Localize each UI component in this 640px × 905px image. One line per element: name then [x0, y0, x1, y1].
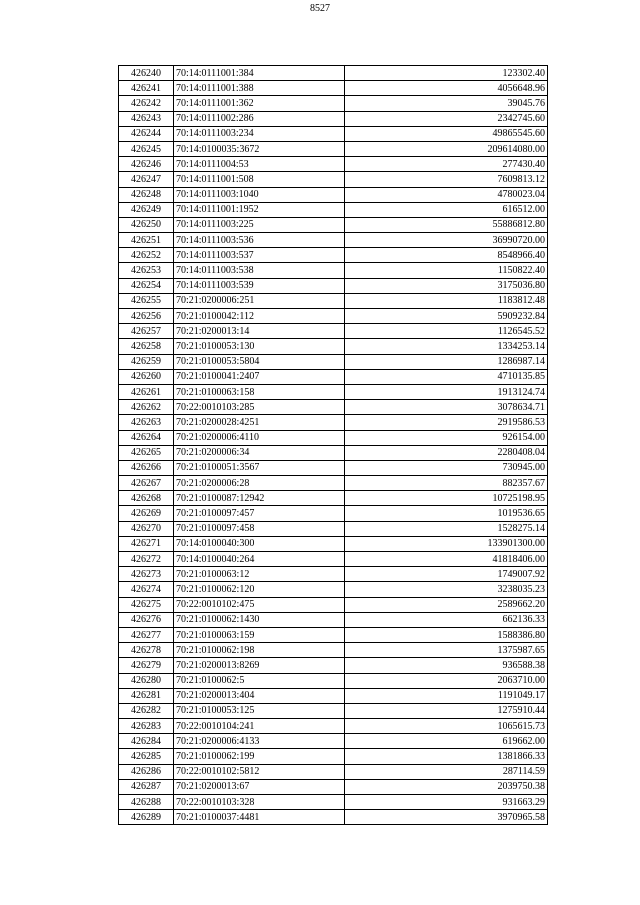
row-number-cell: 426244 — [119, 126, 174, 141]
table-row — [119, 96, 548, 111]
cadastral-value-cell: 1183812.48 — [345, 293, 548, 308]
table-row — [119, 612, 548, 627]
cadastral-number-cell: 70:22:0010102:475 — [174, 597, 345, 612]
table-row — [119, 734, 548, 749]
row-number-cell: 426253 — [119, 263, 174, 278]
row-number-cell: 426271 — [119, 536, 174, 551]
cadastral-value-cell: 926154.00 — [345, 430, 548, 445]
row-number-cell: 426281 — [119, 688, 174, 703]
cadastral-number-cell: 70:21:0100062:199 — [174, 749, 345, 764]
table-row — [119, 688, 548, 703]
row-number-cell: 426265 — [119, 445, 174, 460]
cadastral-value-cell: 2342745.60 — [345, 111, 548, 126]
cadastral-value-cell: 1019536.65 — [345, 506, 548, 521]
cadastral-value-cell: 1913124.74 — [345, 384, 548, 399]
cadastral-number-cell: 70:14:0111001:508 — [174, 172, 345, 187]
cadastral-value-cell: 55886812.80 — [345, 217, 548, 232]
cadastral-number-cell: 70:21:0100062:1430 — [174, 612, 345, 627]
table-row — [119, 369, 548, 384]
cadastral-value-cell: 1749007.92 — [345, 567, 548, 582]
table-row — [119, 324, 548, 339]
cadastral-value-cell: 1150822.40 — [345, 263, 548, 278]
table-row — [119, 202, 548, 217]
cadastral-value-cell: 10725198.95 — [345, 491, 548, 506]
cadastral-number-cell: 70:21:0200013:67 — [174, 779, 345, 794]
cadastral-number-cell: 70:21:0100062:120 — [174, 582, 345, 597]
cadastral-value-cell: 1381866.33 — [345, 749, 548, 764]
row-number-cell: 426260 — [119, 369, 174, 384]
row-number-cell: 426288 — [119, 795, 174, 810]
cadastral-value-cell: 123302.40 — [345, 66, 548, 81]
cadastral-number-cell: 70:14:0111001:362 — [174, 96, 345, 111]
table-row — [119, 400, 548, 415]
row-number-cell: 426278 — [119, 643, 174, 658]
cadastral-value-cell: 730945.00 — [345, 460, 548, 475]
cadastral-number-cell: 70:14:0111003:537 — [174, 248, 345, 263]
row-number-cell: 426282 — [119, 703, 174, 718]
cadastral-value-cell: 7609813.12 — [345, 172, 548, 187]
row-number-cell: 426273 — [119, 567, 174, 582]
cadastral-value-cell: 2280408.04 — [345, 445, 548, 460]
table-row — [119, 81, 548, 96]
table-row — [119, 126, 548, 141]
row-number-cell: 426267 — [119, 476, 174, 491]
row-number-cell: 426243 — [119, 111, 174, 126]
cadastral-number-cell: 70:21:0100062:198 — [174, 643, 345, 658]
cadastral-value-cell: 3078634.71 — [345, 400, 548, 415]
table-row — [119, 643, 548, 658]
cadastral-number-cell: 70:14:0111003:538 — [174, 263, 345, 278]
cadastral-number-cell: 70:14:0111004:53 — [174, 157, 345, 172]
table-row — [119, 627, 548, 642]
table-row — [119, 795, 548, 810]
cadastral-number-cell: 70:21:0100053:125 — [174, 703, 345, 718]
cadastral-number-cell: 70:21:0200028:4251 — [174, 415, 345, 430]
cadastral-number-cell: 70:21:0200006:28 — [174, 476, 345, 491]
row-number-cell: 426284 — [119, 734, 174, 749]
cadastral-number-cell: 70:14:0100035:3672 — [174, 141, 345, 156]
cadastral-value-cell: 882357.67 — [345, 476, 548, 491]
cadastral-value-cell: 1588386.80 — [345, 627, 548, 642]
row-number-cell: 426251 — [119, 233, 174, 248]
row-number-cell: 426241 — [119, 81, 174, 96]
row-number-cell: 426262 — [119, 400, 174, 415]
row-number-cell: 426270 — [119, 521, 174, 536]
table-row — [119, 658, 548, 673]
table-row — [119, 248, 548, 263]
row-number-cell: 426245 — [119, 141, 174, 156]
table-row — [119, 536, 548, 551]
cadastral-number-cell: 70:14:0111002:286 — [174, 111, 345, 126]
table-row — [119, 141, 548, 156]
cadastral-value-cell: 1334253.14 — [345, 339, 548, 354]
row-number-cell: 426261 — [119, 384, 174, 399]
cadastral-number-cell: 70:21:0200013:14 — [174, 324, 345, 339]
cadastral-number-cell: 70:21:0100053:130 — [174, 339, 345, 354]
row-number-cell: 426277 — [119, 627, 174, 642]
row-number-cell: 426266 — [119, 460, 174, 475]
table-row — [119, 491, 548, 506]
cadastral-number-cell: 70:21:0200013:404 — [174, 688, 345, 703]
cadastral-value-cell: 1275910.44 — [345, 703, 548, 718]
cadastral-number-cell: 70:21:0100062:5 — [174, 673, 345, 688]
cadastral-number-cell: 70:21:0100063:12 — [174, 567, 345, 582]
cadastral-value-cell: 287114.59 — [345, 764, 548, 779]
table-row — [119, 719, 548, 734]
cadastral-value-cell: 2063710.00 — [345, 673, 548, 688]
row-number-cell: 426255 — [119, 293, 174, 308]
cadastral-value-cell: 936588.38 — [345, 658, 548, 673]
cadastral-value-cell: 133901300.00 — [345, 536, 548, 551]
row-number-cell: 426289 — [119, 810, 174, 825]
cadastral-number-cell: 70:22:0010102:5812 — [174, 764, 345, 779]
table-row — [119, 445, 548, 460]
cadastral-number-cell: 70:14:0100040:300 — [174, 536, 345, 551]
table-row — [119, 415, 548, 430]
table-row — [119, 460, 548, 475]
table-row — [119, 673, 548, 688]
row-number-cell: 426247 — [119, 172, 174, 187]
cadastral-value-cell: 1286987.14 — [345, 354, 548, 369]
cadastral-number-cell: 70:22:0010103:328 — [174, 795, 345, 810]
row-number-cell: 426256 — [119, 309, 174, 324]
table-row — [119, 567, 548, 582]
cadastral-number-cell: 70:14:0111001:384 — [174, 66, 345, 81]
row-number-cell: 426286 — [119, 764, 174, 779]
cadastral-number-cell: 70:21:0100063:159 — [174, 627, 345, 642]
row-number-cell: 426242 — [119, 96, 174, 111]
cadastral-value-cell: 1065615.73 — [345, 719, 548, 734]
cadastral-number-cell: 70:14:0111003:1040 — [174, 187, 345, 202]
table-row — [119, 476, 548, 491]
cadastral-number-cell: 70:14:0111001:388 — [174, 81, 345, 96]
row-number-cell: 426274 — [119, 582, 174, 597]
cadastral-number-cell: 70:14:0111003:539 — [174, 278, 345, 293]
cadastral-number-cell: 70:21:0200013:8269 — [174, 658, 345, 673]
row-number-cell: 426246 — [119, 157, 174, 172]
table-row — [119, 293, 548, 308]
cadastral-number-cell: 70:21:0100087:12942 — [174, 491, 345, 506]
row-number-cell: 426269 — [119, 506, 174, 521]
table-row — [119, 552, 548, 567]
cadastral-number-cell: 70:21:0100042:112 — [174, 309, 345, 324]
row-number-cell: 426283 — [119, 719, 174, 734]
table-row — [119, 810, 548, 825]
row-number-cell: 426272 — [119, 552, 174, 567]
cadastral-number-cell: 70:21:0100037:4481 — [174, 810, 345, 825]
cadastral-number-cell: 70:21:0200006:34 — [174, 445, 345, 460]
table-row — [119, 430, 548, 445]
cadastral-value-cell: 277430.40 — [345, 157, 548, 172]
table-row — [119, 764, 548, 779]
table-row — [119, 384, 548, 399]
table-row — [119, 187, 548, 202]
cadastral-value-cell: 3175036.80 — [345, 278, 548, 293]
cadastral-value-cell: 4710135.85 — [345, 369, 548, 384]
cadastral-value-cell: 4056648.96 — [345, 81, 548, 96]
cadastral-value-cell: 1528275.14 — [345, 521, 548, 536]
cadastral-value-cell: 619662.00 — [345, 734, 548, 749]
row-number-cell: 426248 — [119, 187, 174, 202]
table-row — [119, 172, 548, 187]
cadastral-value-cell: 8548966.40 — [345, 248, 548, 263]
cadastral-number-cell: 70:21:0100051:3567 — [174, 460, 345, 475]
row-number-cell: 426275 — [119, 597, 174, 612]
cadastral-number-cell: 70:14:0111003:234 — [174, 126, 345, 141]
cadastral-value-cell: 2919586.53 — [345, 415, 548, 430]
table-row — [119, 597, 548, 612]
row-number-cell: 426276 — [119, 612, 174, 627]
row-number-cell: 426258 — [119, 339, 174, 354]
table-row — [119, 521, 548, 536]
row-number-cell: 426259 — [119, 354, 174, 369]
cadastral-value-cell: 4780023.04 — [345, 187, 548, 202]
row-number-cell: 426263 — [119, 415, 174, 430]
table-row — [119, 233, 548, 248]
cadastral-value-table — [118, 65, 548, 825]
row-number-cell: 426252 — [119, 248, 174, 263]
table-row — [119, 217, 548, 232]
cadastral-value-cell: 39045.76 — [345, 96, 548, 111]
table-row — [119, 263, 548, 278]
cadastral-value-cell: 931663.29 — [345, 795, 548, 810]
row-number-cell: 426279 — [119, 658, 174, 673]
table-row — [119, 749, 548, 764]
table-row — [119, 339, 548, 354]
cadastral-number-cell: 70:21:0100063:158 — [174, 384, 345, 399]
row-number-cell: 426285 — [119, 749, 174, 764]
table-body — [119, 66, 548, 825]
cadastral-value-cell: 36990720.00 — [345, 233, 548, 248]
table-row — [119, 309, 548, 324]
page-number: 8527 — [310, 3, 330, 14]
row-number-cell: 426257 — [119, 324, 174, 339]
row-number-cell: 426280 — [119, 673, 174, 688]
row-number-cell: 426268 — [119, 491, 174, 506]
cadastral-value-cell: 1191049.17 — [345, 688, 548, 703]
cadastral-number-cell: 70:14:0111003:536 — [174, 233, 345, 248]
cadastral-number-cell: 70:14:0111003:225 — [174, 217, 345, 232]
table-row — [119, 506, 548, 521]
cadastral-value-cell: 5909232.84 — [345, 309, 548, 324]
table-row — [119, 582, 548, 597]
cadastral-value-cell: 616512.00 — [345, 202, 548, 217]
row-number-cell: 426250 — [119, 217, 174, 232]
row-number-cell: 426254 — [119, 278, 174, 293]
cadastral-number-cell: 70:21:0200006:4110 — [174, 430, 345, 445]
cadastral-number-cell: 70:21:0100097:457 — [174, 506, 345, 521]
cadastral-number-cell: 70:22:0010104:241 — [174, 719, 345, 734]
cadastral-value-cell: 2039750.38 — [345, 779, 548, 794]
table-row — [119, 703, 548, 718]
cadastral-number-cell: 70:21:0100041:2407 — [174, 369, 345, 384]
row-number-cell: 426240 — [119, 66, 174, 81]
cadastral-number-cell: 70:21:0100053:5804 — [174, 354, 345, 369]
row-number-cell: 426264 — [119, 430, 174, 445]
table-row — [119, 157, 548, 172]
table-row — [119, 779, 548, 794]
cadastral-number-cell: 70:21:0200006:4133 — [174, 734, 345, 749]
cadastral-value-cell: 1126545.52 — [345, 324, 548, 339]
table-row — [119, 111, 548, 126]
table-row — [119, 354, 548, 369]
cadastral-number-cell: 70:22:0010103:285 — [174, 400, 345, 415]
cadastral-value-cell: 2589662.20 — [345, 597, 548, 612]
cadastral-value-cell: 3238035.23 — [345, 582, 548, 597]
cadastral-value-cell: 41818406.00 — [345, 552, 548, 567]
cadastral-value-cell: 209614080.00 — [345, 141, 548, 156]
cadastral-value-cell: 49865545.60 — [345, 126, 548, 141]
cadastral-value-cell: 662136.33 — [345, 612, 548, 627]
row-number-cell: 426249 — [119, 202, 174, 217]
table-row — [119, 278, 548, 293]
cadastral-number-cell: 70:14:0100040:264 — [174, 552, 345, 567]
cadastral-number-cell: 70:14:0111001:1952 — [174, 202, 345, 217]
cadastral-value-cell: 3970965.58 — [345, 810, 548, 825]
cadastral-number-cell: 70:21:0100097:458 — [174, 521, 345, 536]
row-number-cell: 426287 — [119, 779, 174, 794]
cadastral-value-cell: 1375987.65 — [345, 643, 548, 658]
cadastral-number-cell: 70:21:0200006:251 — [174, 293, 345, 308]
table-row — [119, 66, 548, 81]
